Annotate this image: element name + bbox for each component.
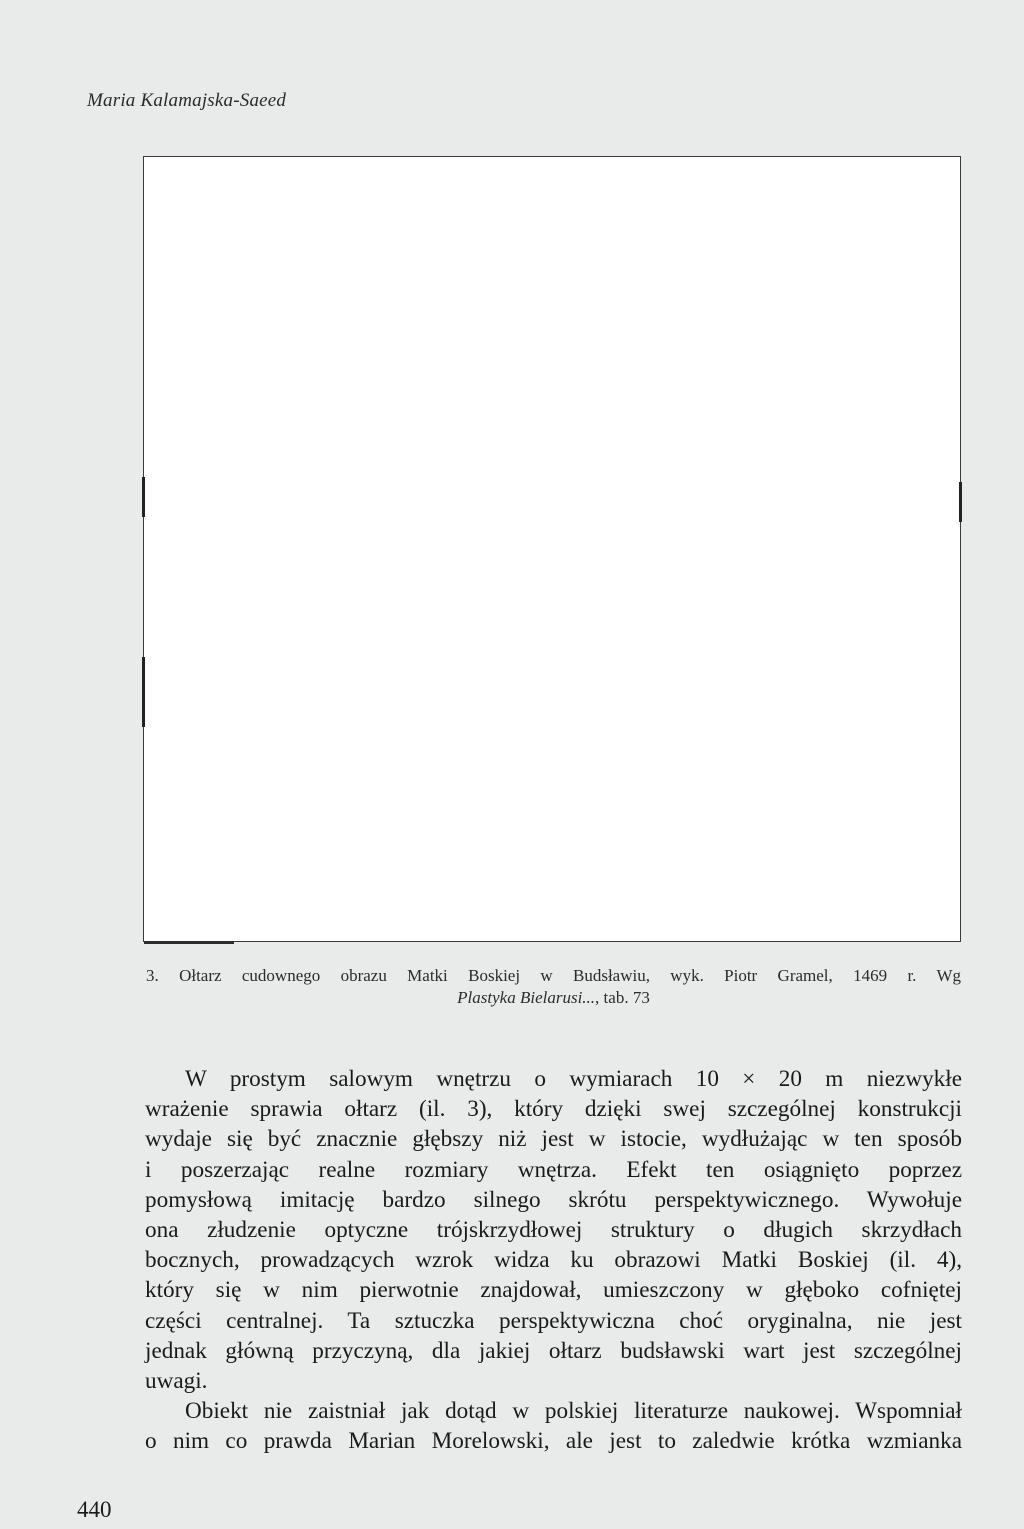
paragraph <box>145 1064 962 1396</box>
text-line: części centralnej. Ta sztuczka perspektywiczna choć oryginalna, nie jest <box>145 1307 962 1334</box>
text-line: ona złudzenie optyczne trójskrzydłowej struktury o długich skrzydłach <box>145 1217 962 1244</box>
text-line: który się w nim pierwotnie znajdował, umieszczony w głęboko cofniętej <box>145 1277 962 1304</box>
text-line: Obiekt nie zaistniał jak dotąd w polskiej literaturze naukowej. Wspomniał <box>185 1398 962 1425</box>
text-line: wrażenie sprawia ołtarz (il. 3), który dzięki swej szczególnej konstrukcji <box>145 1096 962 1123</box>
running-head-author: Maria Kalamajska-Saeed <box>87 90 287 111</box>
scan-edge-mark <box>144 941 234 944</box>
text-line: o nim co prawda Marian Morelowski, ale jest to zaledwie krótka wzmianka <box>145 1428 962 1455</box>
text-line: W prostym salowym wnętrzu o wymiarach 10 × 20 m niezwykłe <box>185 1066 962 1092</box>
text-line: uwagi. <box>145 1368 208 1395</box>
scan-edge-mark <box>142 477 145 517</box>
text-line: i poszerzając realne rozmiary wnętrza. Efekt ten osiągnięto poprzez <box>145 1156 962 1183</box>
text-line: bocznych, prowadzących wzrok widza ku obrazowi Matki Boskiej (il. 4), <box>145 1247 962 1274</box>
figure-image-placeholder <box>143 156 961 942</box>
page-number: 440 <box>77 1497 112 1522</box>
figure-caption <box>146 965 961 1009</box>
text-line: pomysłową imitację bardzo silnego skrótu perspektywicznego. Wywołuje <box>145 1186 962 1213</box>
body-text <box>145 1064 962 1457</box>
text-line: wydaje się być znacznie głębszy niż jest w istocie, wydłużając w ten sposób <box>145 1126 962 1153</box>
caption-source-ref: , tab. 73 <box>595 988 650 1007</box>
paragraph <box>145 1396 962 1456</box>
caption-line: 3. Ołtarz cudownego obrazu Matki Boskiej w Budsławiu, wyk. Piotr Gramel, 1469 r. Wg <box>146 966 961 985</box>
text-line: jednak główną przyczyną, dla jakiej ołtarz budsławski wart jest szczególnej <box>145 1337 962 1364</box>
scan-edge-mark <box>959 482 962 522</box>
scan-edge-mark <box>142 657 145 727</box>
caption-source-title: Plastyka Bielarusi... <box>457 988 596 1007</box>
caption-line <box>146 987 961 1009</box>
